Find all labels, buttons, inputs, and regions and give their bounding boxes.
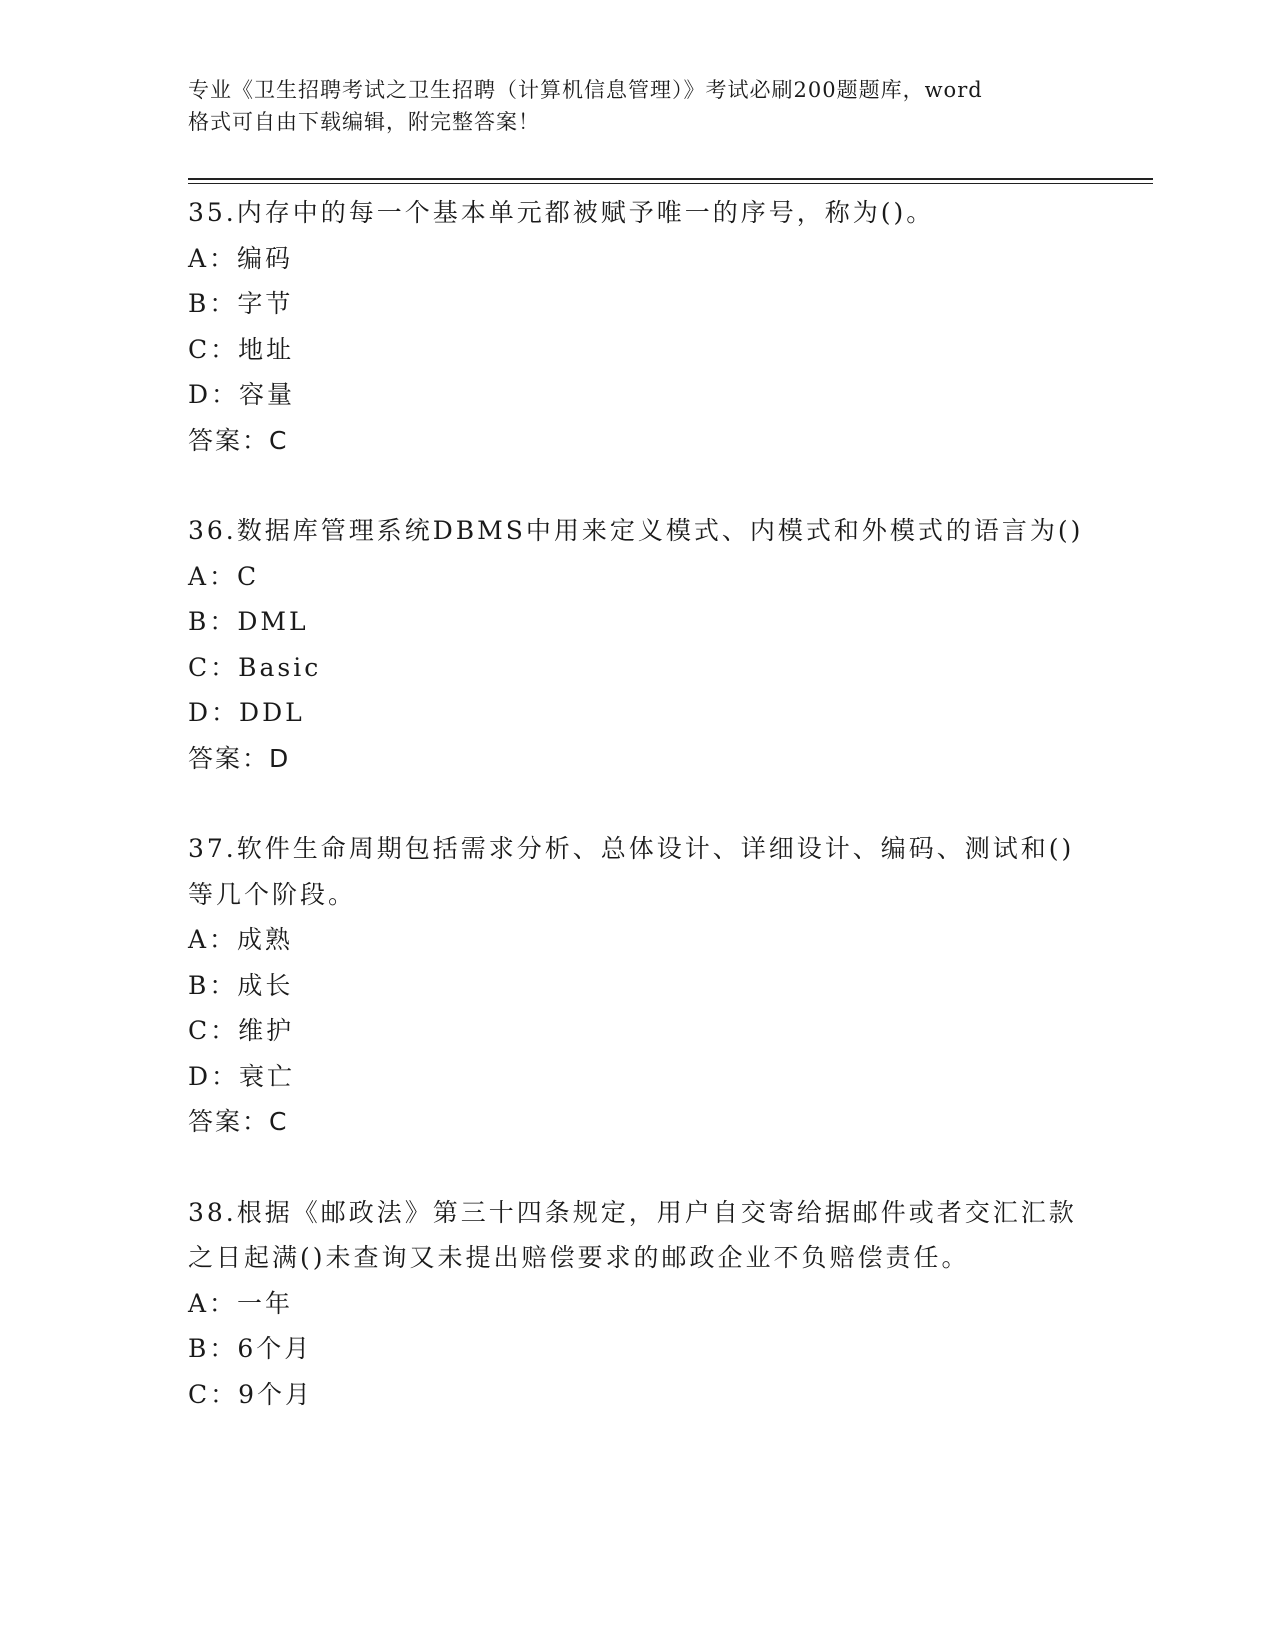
option-a: A：成熟 — [188, 925, 294, 954]
header-line-2: 格式可自由下载编辑，附完整答案！ — [188, 110, 540, 134]
option-d: D：容量 — [188, 380, 296, 409]
header-divider-thick — [188, 178, 1153, 180]
option-c: C：地址 — [188, 334, 295, 364]
question-37 — [188, 826, 1088, 1145]
option-b: B：字节 — [188, 289, 294, 318]
header-divider-thin — [188, 183, 1153, 184]
option-c: C：Basic — [188, 652, 322, 682]
option-a: A：编码 — [188, 243, 294, 273]
question-stem: 37.软件生命周期包括需求分析、总体设计、详细设计、编码、测试和()等几个阶段。 — [188, 834, 1075, 909]
question-stem: 38.根据《邮政法》第三十四条规定，用户自交寄给据邮件或者交汇汇款之日起满()未查询又未提出赔偿要求的邮政企业不负赔偿责任。 — [188, 1197, 1077, 1272]
document-header — [188, 74, 1088, 138]
option-c: C：维护 — [188, 1016, 295, 1045]
option-b: B：6个月 — [188, 1334, 313, 1363]
question-35 — [188, 190, 1088, 463]
option-b: B：成长 — [188, 970, 294, 1000]
option-a: A：一年 — [188, 1288, 294, 1318]
answer-label: 答案：D — [188, 743, 291, 773]
option-d: D：衰亡 — [188, 1061, 296, 1091]
question-stem: 35.内存中的每一个基本单元都被赋予唯一的序号，称为()。 — [188, 198, 935, 227]
option-c: C：9个月 — [188, 1379, 314, 1409]
question-stem: 36.数据库管理系统DBMS中用来定义模式、内模式和外模式的语言为() — [188, 516, 1084, 545]
header-line-1: 专业《卫生招聘考试之卫生招聘（计算机信息管理）》考试必刷200题题库，word — [188, 78, 983, 102]
question-36 — [188, 508, 1088, 781]
answer-label: 答案：C — [188, 425, 289, 455]
option-a: A：C — [188, 561, 260, 591]
question-38 — [188, 1190, 1088, 1418]
option-d: D：DDL — [188, 698, 305, 727]
answer-label: 答案：C — [188, 1107, 289, 1136]
question-list — [188, 190, 1088, 1462]
option-b: B：DML — [188, 607, 309, 636]
